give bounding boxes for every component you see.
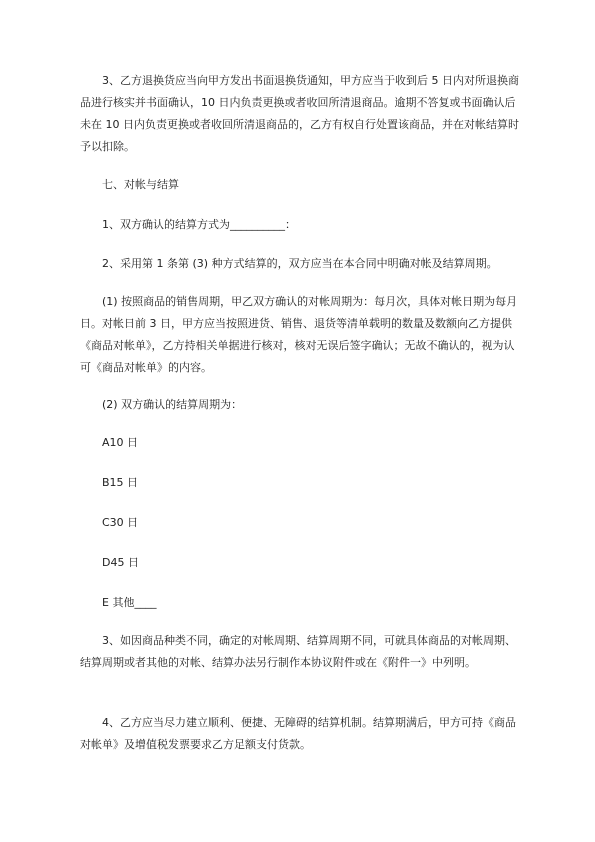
clause-4-settlement-mechanism: 4、乙方应当尽力建立顺利、便捷、无障碍的结算机制。结算期满后，甲方可持《商品对帐单》及增值税发票要求乙方足额支付货款。	[80, 716, 516, 751]
paragraph-return-exchange: 3、乙方退换货应当向甲方发出书面退换货通知，甲方应当于收到后 5 日内对所退换商品进行核实并书面确认，10 日内负责更换或者收回所清退商品。逾期不答复或书面确认后未在 10 日内负责更换或者收回所清退商品的，乙方有权自行处置该商品，并在对帐结算时予以扣除。	[80, 74, 519, 153]
option-e: E 其他____	[102, 596, 157, 609]
option-d: D45 日	[102, 556, 139, 569]
clause-1-settlement-method: 1、双方确认的结算方式为__________：	[102, 218, 296, 231]
option-a: A10 日	[102, 436, 139, 449]
clause-3-product-categories: 3、如因商品种类不同，确定的对帐周期、结算周期不同，可就具体商品的对帐周期、结算周期或者其他的对帐、结算办法另行制作本协议附件或在《附件一》中列明。	[80, 634, 516, 669]
subclause-1-reconciliation-period: (1) 按照商品的销售周期，甲乙双方确认的对帐周期为：每月次，具体对帐日期为每月日。对帐日前 3 日，甲方应当按照进货、销售、退货等清单载明的数量及数额向乙方提供《商品对帐单》，乙方持相关单据进行核对，核对无误后签字确认；无故不确认的，视为认可《商品对帐单》的内容。	[80, 295, 518, 374]
option-c: C30 日	[102, 516, 139, 529]
section-heading-reconciliation: 七、对帐与结算	[102, 178, 179, 191]
clause-2-settlement-cycle: 2、采用第 1 条第 (3) 种方式结算的，双方应当在本合同中明确对帐及结算周期。	[102, 257, 498, 270]
subclause-2-settlement-period: (2) 双方确认的结算周期为：	[102, 398, 243, 411]
option-b: B15 日	[102, 476, 139, 489]
